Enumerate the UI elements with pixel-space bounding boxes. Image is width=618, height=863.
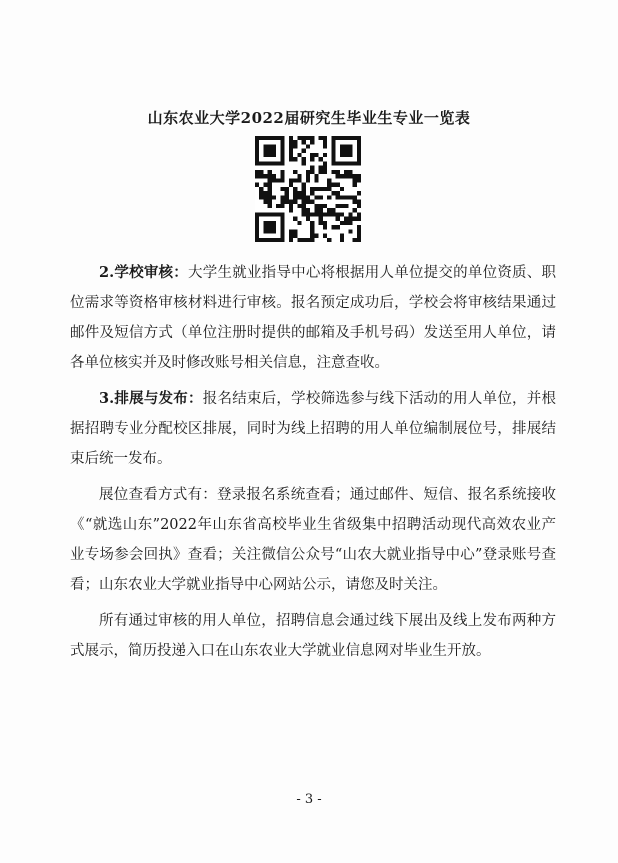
qr-code[interactable] [255,136,361,242]
page-number: - 3 - [296,792,322,807]
section-2-heading: 2.学校审核： [99,264,189,281]
section-3-paragraph [70,384,556,474]
section-3-text: 报名结束后，学校筛选参与线下活动的用人单位，并根据招聘专业分配校区排展，同时为线上招聘的用人单位编制展位号，排展结束后统一发布。 [70,391,557,467]
section-2-paragraph [70,258,556,378]
final-paragraph: 所有通过审核的用人单位，招聘信息会通过线下展出及线上发布两种方式展示，简历投递入口在山东农业大学就业信息网对毕业生开放。 [70,613,556,659]
section-2-text: 大学生就业指导中心将根据用人单位提交的单位资质、职位需求等资格审核材料进行审核。报名预定成功后，学校会将审核结果通过邮件及短信方式（单位注册时提供的邮箱及手机号码）发送至用人单位，请各单位核实并及时修改账号相关信息，注意查收。 [70,265,557,371]
document-body [70,258,556,672]
section-3-heading: 3.排展与发布： [99,390,203,407]
booth-view-paragraph: 展位查看方式有：登录报名系统查看；通过邮件、短信、报名系统接收《“就选山东”2022年山东省高校毕业生省级集中招聘活动现代高效农业产业专场参会回执》查看；关注微信公众号“山农大就业指导中心”登录账号查看；山东农业大学就业指导中心网站公示，请您及时关注。 [70,487,556,593]
qr-caption-title: 山东农业大学2022届研究生毕业生专业一览表 [147,109,471,127]
